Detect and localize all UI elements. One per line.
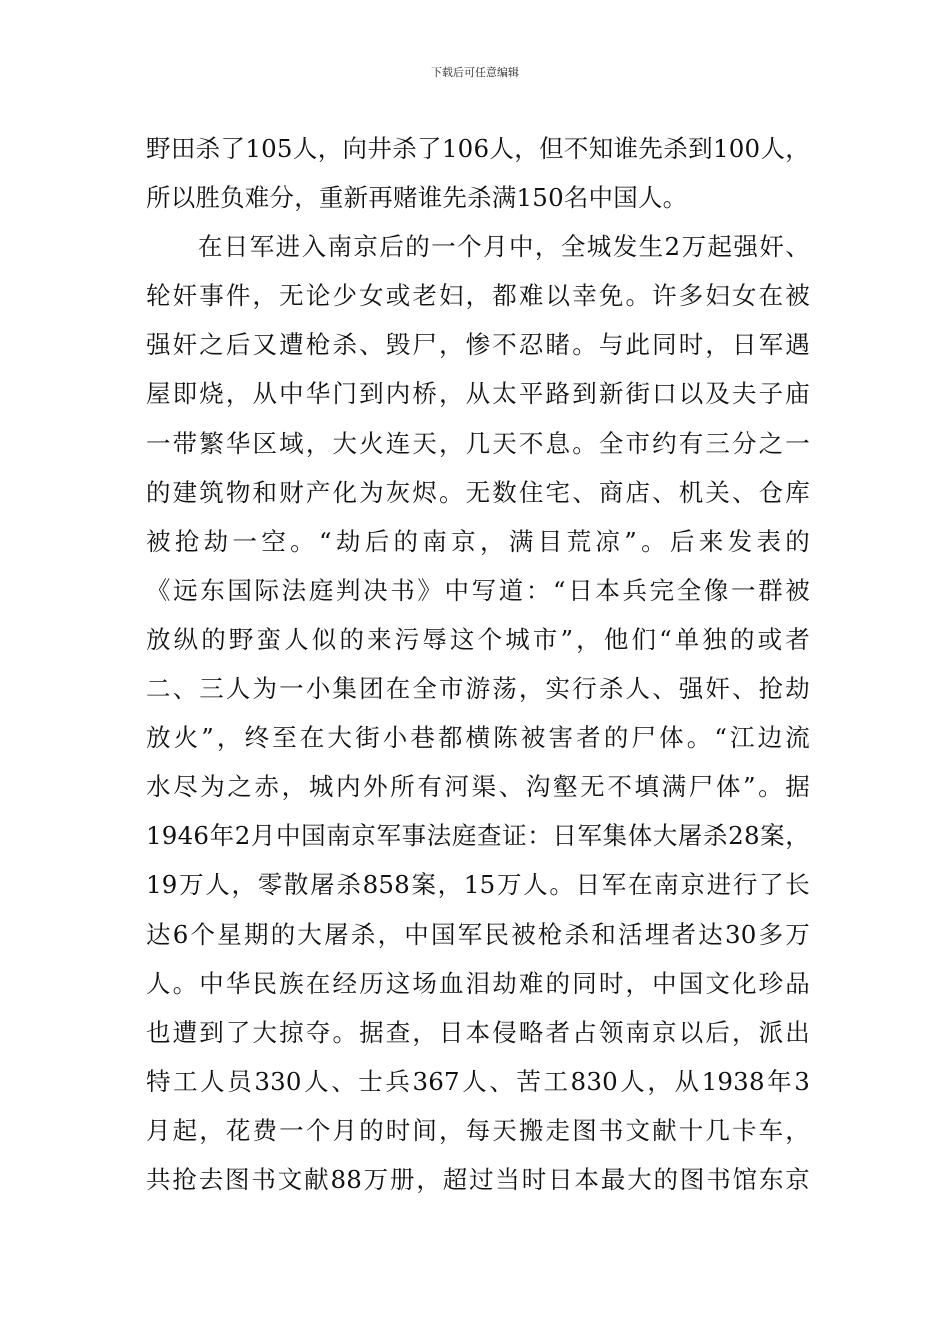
text-line: 所以胜负难分，重新再赌谁先杀满150名中国人。: [146, 183, 688, 213]
text-line: 达6个星期的大屠杀，中国军民被枪杀和活埋者达30多万: [146, 919, 810, 949]
text-line: 被抢劫一空。“劫后的南京，满目荒凉”。后来发表的: [146, 526, 810, 556]
text-line: 一带繁华区域，大火连天，几天不息。全市约有三分之一: [146, 428, 810, 458]
text-line: 屋即烧，从中华门到内桥，从太平路到新街口以及夫子庙: [146, 379, 810, 409]
text-line: 二、三人为一小集团在全市游荡，实行杀人、强奸、抢劫: [146, 674, 810, 704]
text-line: 在日军进入南京后的一个月中，全城发生2万起强奸、: [146, 232, 810, 262]
text-line: 特工人员330人、士兵367人、苦工830人，从1938年3: [146, 1066, 810, 1096]
text-line: 共抢去图书文献88万册，超过当时日本最大的图书馆东京: [146, 1164, 810, 1194]
text-line: 放纵的野蛮人似的来污辱这个城市”，他们“单独的或者: [146, 624, 810, 654]
text-line: 《远东国际法庭判决书》中写道：“日本兵完全像一群被: [146, 575, 810, 605]
text-line: 轮奸事件，无论少女或老妇，都难以幸免。许多妇女在被: [146, 281, 810, 311]
text-line: 也遭到了大掠夺。据查，日本侵略者占领南京以后，派出: [146, 1017, 810, 1047]
text-line: 强奸之后又遭枪杀、毁尸，惨不忍睹。与此同时，日军遇: [146, 330, 810, 360]
page-header: 下载后可任意编辑: [431, 66, 519, 79]
text-line: 1946年2月中国南京军事法庭查证：日军集体大屠杀28案，: [146, 821, 810, 851]
text-line: 人。中华民族在经历这场血泪劫难的同时，中国文化珍品: [146, 968, 810, 998]
text-line: 放火”，终至在大街小巷都横陈被害者的尸体。“江边流: [146, 723, 810, 753]
text-line: 水尽为之赤，城内外所有河渠、沟壑无不填满尸体”。据: [146, 772, 810, 802]
text-line: 19万人，零散屠杀858案，15万人。日军在南京进行了长: [146, 870, 810, 900]
body-text: [146, 126, 810, 1206]
text-line: 月起，花费一个月的时间，每天搬走图书文献十几卡车，: [146, 1115, 810, 1145]
text-line: 野田杀了105人，向井杀了106人，但不知谁先杀到100人，: [146, 134, 810, 163]
text-line: 的建筑物和财产化为灰烬。无数住宅、商店、机关、仓库: [146, 477, 810, 507]
